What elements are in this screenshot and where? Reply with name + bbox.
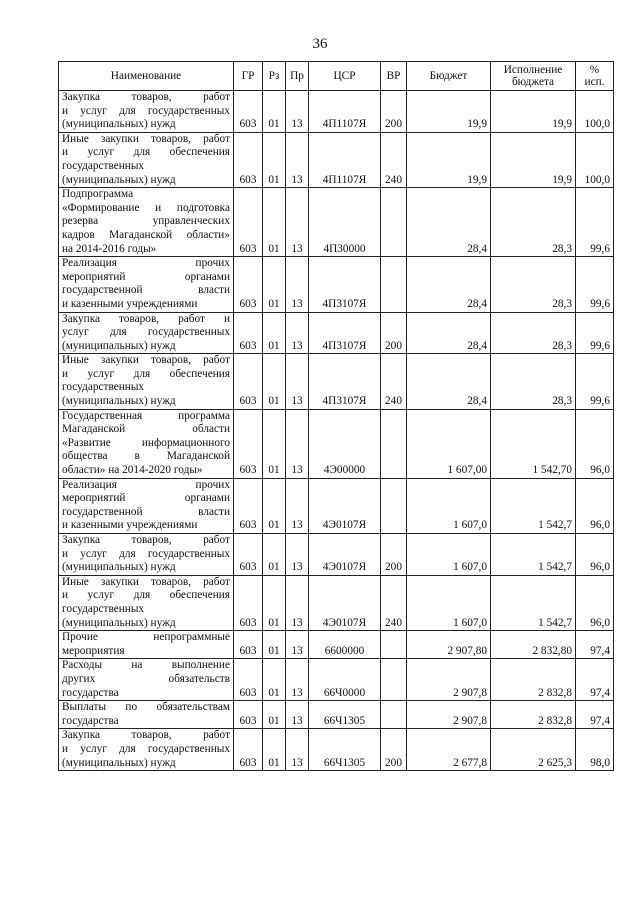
cell-budget: 2 907,80 <box>407 631 491 659</box>
cell-percent: 99,6 <box>576 354 614 409</box>
name-line: (муниципальных) нужд <box>62 118 176 131</box>
table-row <box>59 188 614 257</box>
header-gr: ГР <box>234 62 263 91</box>
cell-execution: 28,3 <box>491 354 576 409</box>
name-line: (муниципальных) нужд <box>62 173 176 186</box>
name-line: кадров Магаданской области» <box>62 228 230 241</box>
cell-rz: 01 <box>263 701 286 729</box>
name-line: и услуг для государственных <box>62 547 230 560</box>
header-percent: % исп. <box>576 62 614 91</box>
cell-name <box>59 354 234 409</box>
header-pr: Пр <box>286 62 309 91</box>
cell-pr: 13 <box>286 132 309 187</box>
cell-percent: 98,0 <box>576 729 614 771</box>
table-row <box>59 257 614 312</box>
cell-csr: 4Э0107Я <box>309 478 381 533</box>
name-line: резерва управленческих <box>62 215 230 228</box>
cell-gr: 603 <box>234 534 263 576</box>
name-line: и услуг для обеспечения <box>62 589 230 602</box>
cell-csr: 4П1107Я <box>309 132 381 187</box>
cell-pr: 13 <box>286 659 309 701</box>
name-line: мероприятий органами <box>62 270 230 283</box>
name-line: Выплаты по обязательствам <box>62 701 230 714</box>
table-row <box>59 354 614 409</box>
cell-rz: 01 <box>263 409 286 478</box>
cell-pr: 13 <box>286 409 309 478</box>
cell-csr: 4П3107Я <box>309 312 381 354</box>
name-line: Подпрограмма <box>62 188 134 201</box>
cell-execution: 19,9 <box>491 91 576 133</box>
cell-vr: 240 <box>381 132 407 187</box>
cell-csr: 4П3107Я <box>309 354 381 409</box>
cell-percent: 97,4 <box>576 659 614 701</box>
cell-budget: 1 607,0 <box>407 575 491 630</box>
cell-vr <box>381 478 407 533</box>
table-row <box>59 575 614 630</box>
name-line: Прочие непрограммные <box>62 631 230 644</box>
cell-vr <box>381 257 407 312</box>
cell-percent: 99,6 <box>576 188 614 257</box>
cell-vr <box>381 409 407 478</box>
cell-vr: 200 <box>381 91 407 133</box>
header-rz: Рз <box>263 62 286 91</box>
cell-rz: 01 <box>263 729 286 771</box>
cell-percent: 96,0 <box>576 478 614 533</box>
cell-name <box>59 729 234 771</box>
cell-budget: 1 607,0 <box>407 534 491 576</box>
header-csr: ЦСР <box>309 62 381 91</box>
cell-gr: 603 <box>234 478 263 533</box>
cell-name <box>59 701 234 729</box>
cell-pr: 13 <box>286 91 309 133</box>
name-line: (муниципальных) нужд <box>62 339 176 352</box>
name-line: мероприятия <box>62 644 125 657</box>
cell-execution: 28,3 <box>491 312 576 354</box>
name-line: и казенными учреждениями <box>62 519 198 532</box>
table-row <box>59 132 614 187</box>
cell-execution: 1 542,70 <box>491 409 576 478</box>
cell-csr: 4П30000 <box>309 188 381 257</box>
name-line: Закупка товаров, работ <box>62 729 230 742</box>
cell-pr: 13 <box>286 257 309 312</box>
cell-execution: 1 542,7 <box>491 575 576 630</box>
cell-pr: 13 <box>286 478 309 533</box>
page-number: 36 <box>312 36 328 52</box>
cell-csr: 4П1107Я <box>309 91 381 133</box>
name-line: Закупка товаров, работ <box>62 534 230 546</box>
cell-gr: 603 <box>234 409 263 478</box>
name-line: Закупка товаров, работ <box>62 91 230 103</box>
table-row <box>59 659 614 701</box>
cell-pr: 13 <box>286 729 309 771</box>
name-line: «Формирование и подготовка <box>62 201 230 214</box>
cell-vr: 200 <box>381 729 407 771</box>
cell-rz: 01 <box>263 478 286 533</box>
cell-rz: 01 <box>263 188 286 257</box>
cell-csr: 4Э0107Я <box>309 534 381 576</box>
table-header-row <box>59 62 614 91</box>
cell-csr: 6600000 <box>309 631 381 659</box>
cell-pr: 13 <box>286 312 309 354</box>
cell-gr: 603 <box>234 631 263 659</box>
name-line: (муниципальных) нужд <box>62 756 176 769</box>
cell-gr: 603 <box>234 91 263 133</box>
cell-execution: 2 832,8 <box>491 701 576 729</box>
cell-pr: 13 <box>286 188 309 257</box>
name-line: общества в Магаданской <box>62 450 230 463</box>
cell-budget: 2 907,8 <box>407 701 491 729</box>
name-line: Иные закупки товаров, работ <box>62 354 230 367</box>
name-line: и услуг для государственных <box>62 742 230 755</box>
name-line: и услуг для государственных <box>62 104 230 117</box>
cell-pr: 13 <box>286 575 309 630</box>
name-line: Иные закупки товаров, работ <box>62 132 230 145</box>
table-row <box>59 312 614 354</box>
name-line: (муниципальных) нужд <box>62 395 176 408</box>
cell-pr: 13 <box>286 534 309 576</box>
cell-percent: 100,0 <box>576 91 614 133</box>
cell-budget: 28,4 <box>407 257 491 312</box>
name-line: (муниципальных) нужд <box>62 561 176 574</box>
name-line: на 2014-2016 годы» <box>62 242 157 255</box>
header-name: Наименование <box>59 62 234 91</box>
cell-pr: 13 <box>286 631 309 659</box>
cell-rz: 01 <box>263 575 286 630</box>
cell-rz: 01 <box>263 659 286 701</box>
cell-rz: 01 <box>263 354 286 409</box>
table-row <box>59 534 614 576</box>
name-line: Закупка товаров, работ и <box>62 312 230 325</box>
cell-vr <box>381 631 407 659</box>
cell-name <box>59 409 234 478</box>
table-row <box>59 91 614 133</box>
name-line: области» на 2014-2020 годы» <box>62 464 203 477</box>
cell-percent: 96,0 <box>576 409 614 478</box>
cell-name <box>59 631 234 659</box>
table-row <box>59 701 614 729</box>
cell-name <box>59 659 234 701</box>
cell-execution: 19,9 <box>491 132 576 187</box>
name-line: и услуг для обеспечения <box>62 146 230 159</box>
cell-budget: 28,4 <box>407 354 491 409</box>
cell-execution: 1 542,7 <box>491 534 576 576</box>
cell-budget: 28,4 <box>407 188 491 257</box>
cell-percent: 99,6 <box>576 312 614 354</box>
cell-gr: 603 <box>234 659 263 701</box>
name-line: Расходы на выполнение <box>62 659 230 672</box>
cell-execution: 1 542,7 <box>491 478 576 533</box>
name-line: Реализация прочих <box>62 478 230 491</box>
cell-csr: 4Э0107Я <box>309 575 381 630</box>
cell-name <box>59 478 234 533</box>
header-budget: Бюджет <box>407 62 491 91</box>
cell-vr: 200 <box>381 312 407 354</box>
cell-name <box>59 575 234 630</box>
cell-gr: 603 <box>234 701 263 729</box>
cell-name <box>59 91 234 133</box>
header-execution: Исполнение бюджета <box>491 62 576 91</box>
cell-gr: 603 <box>234 188 263 257</box>
cell-budget: 2 677,8 <box>407 729 491 771</box>
cell-execution: 2 625,3 <box>491 729 576 771</box>
cell-vr: 240 <box>381 575 407 630</box>
cell-vr: 200 <box>381 534 407 576</box>
name-line: «Развитие информационного <box>62 436 230 449</box>
cell-pr: 13 <box>286 701 309 729</box>
cell-name <box>59 257 234 312</box>
name-line: и казенными учреждениями <box>62 297 198 310</box>
name-line: Иные закупки товаров, работ <box>62 575 230 588</box>
cell-rz: 01 <box>263 132 286 187</box>
cell-name <box>59 312 234 354</box>
cell-execution: 28,3 <box>491 257 576 312</box>
cell-percent: 96,0 <box>576 534 614 576</box>
cell-percent: 97,4 <box>576 631 614 659</box>
name-line: (муниципальных) нужд <box>62 616 176 629</box>
cell-gr: 603 <box>234 132 263 187</box>
cell-gr: 603 <box>234 312 263 354</box>
name-line: государственных <box>62 381 145 394</box>
cell-vr <box>381 659 407 701</box>
cell-percent: 97,4 <box>576 701 614 729</box>
cell-budget: 19,9 <box>407 91 491 133</box>
cell-gr: 603 <box>234 354 263 409</box>
name-line: Государственная программа <box>62 409 230 422</box>
cell-execution: 2 832,8 <box>491 659 576 701</box>
cell-name <box>59 534 234 576</box>
cell-budget: 19,9 <box>407 132 491 187</box>
name-line: государственных <box>62 159 145 172</box>
name-line: государства <box>62 714 119 727</box>
cell-vr <box>381 701 407 729</box>
cell-percent: 100,0 <box>576 132 614 187</box>
cell-csr: 4Э00000 <box>309 409 381 478</box>
cell-gr: 603 <box>234 729 263 771</box>
name-line: государственной власти <box>62 284 230 297</box>
cell-csr: 66Ч1305 <box>309 701 381 729</box>
cell-percent: 99,6 <box>576 257 614 312</box>
cell-pr: 13 <box>286 354 309 409</box>
name-line: Магаданской области <box>62 423 230 436</box>
cell-csr: 4П3107Я <box>309 257 381 312</box>
cell-vr <box>381 188 407 257</box>
name-line: и услуг для обеспечения <box>62 367 230 380</box>
cell-execution: 2 832,80 <box>491 631 576 659</box>
cell-name <box>59 188 234 257</box>
table-row <box>59 631 614 659</box>
cell-execution: 28,3 <box>491 188 576 257</box>
cell-gr: 603 <box>234 575 263 630</box>
name-line: других обязательств <box>62 672 230 685</box>
cell-budget: 1 607,0 <box>407 478 491 533</box>
cell-gr: 603 <box>234 257 263 312</box>
name-line: услуг для государственных <box>62 326 230 339</box>
cell-rz: 01 <box>263 91 286 133</box>
header-vr: ВР <box>381 62 407 91</box>
cell-budget: 1 607,00 <box>407 409 491 478</box>
cell-csr: 66Ч1305 <box>309 729 381 771</box>
name-line: государственных <box>62 602 145 615</box>
cell-vr: 240 <box>381 354 407 409</box>
cell-budget: 2 907,8 <box>407 659 491 701</box>
name-line: мероприятий органами <box>62 492 230 505</box>
table-row <box>59 409 614 478</box>
name-line: Реализация прочих <box>62 257 230 270</box>
cell-budget: 28,4 <box>407 312 491 354</box>
name-line: государственной власти <box>62 505 230 518</box>
table-row <box>59 478 614 533</box>
budget-table <box>58 61 614 771</box>
name-line: государства <box>62 686 119 699</box>
cell-name <box>59 132 234 187</box>
cell-percent: 96,0 <box>576 575 614 630</box>
table-row <box>59 729 614 771</box>
cell-rz: 01 <box>263 257 286 312</box>
cell-rz: 01 <box>263 534 286 576</box>
cell-rz: 01 <box>263 312 286 354</box>
cell-rz: 01 <box>263 631 286 659</box>
table-body <box>59 91 614 771</box>
cell-csr: 66Ч0000 <box>309 659 381 701</box>
